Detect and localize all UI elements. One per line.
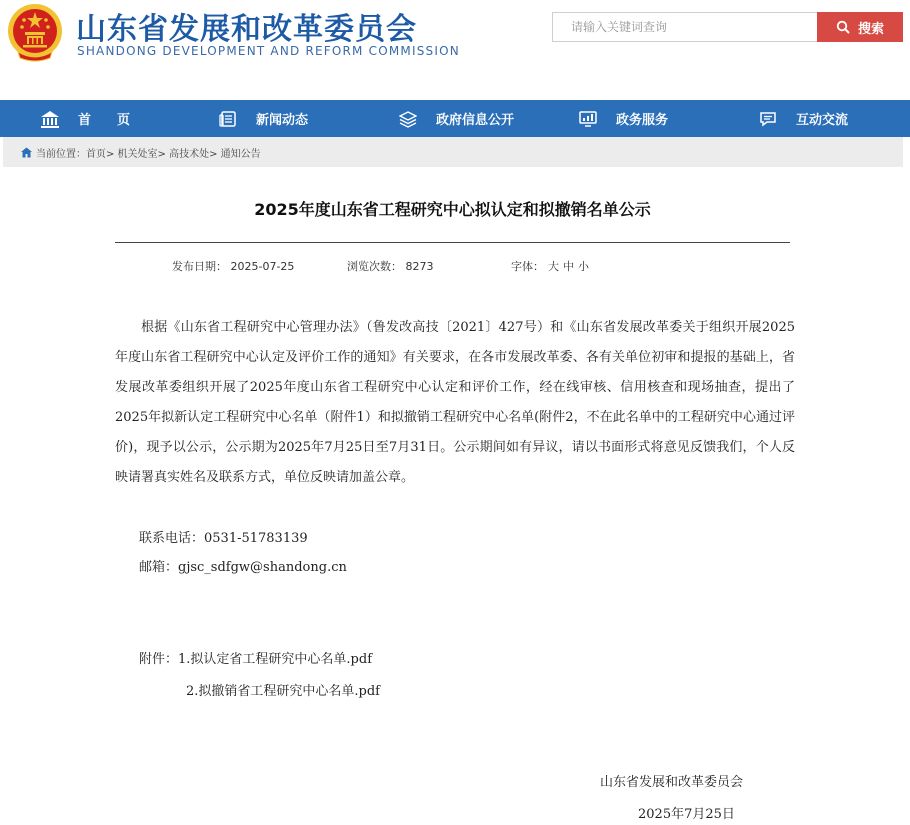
nav-item-home-label: 首页 bbox=[78, 113, 157, 128]
chat-icon bbox=[758, 109, 778, 129]
nav-item-gov-info[interactable] bbox=[360, 100, 540, 137]
attachment-link-1[interactable]: 1.拟认定省工程研究中心名单.pdf bbox=[178, 652, 373, 667]
site-title: 山东省发展和改革委员会 bbox=[76, 12, 417, 47]
nav-item-services-label: 政务服务 bbox=[616, 113, 669, 128]
contact-phone: 联系电话：0531-51783139 bbox=[139, 531, 308, 546]
news-icon bbox=[218, 109, 238, 129]
breadcrumb-prefix: 当前位置： bbox=[36, 148, 86, 160]
attachment-link-2[interactable]: 2.拟撤销省工程研究中心名单.pdf bbox=[186, 684, 380, 699]
title-divider bbox=[115, 242, 790, 243]
breadcrumb-path[interactable]: 首页> 机关处室> 高技术处> 通知公告 bbox=[86, 148, 261, 160]
font-large-button[interactable]: 大 bbox=[548, 260, 559, 273]
font-small-button[interactable]: 小 bbox=[578, 260, 589, 273]
nav-item-interaction[interactable] bbox=[720, 100, 900, 137]
article-title: 2025年度山东省工程研究中心拟认定和拟撤销名单公示 bbox=[254, 200, 651, 219]
search-icon bbox=[836, 20, 850, 34]
font-medium-button[interactable]: 中 bbox=[563, 260, 574, 273]
home-icon bbox=[40, 109, 60, 129]
layers-icon bbox=[398, 109, 418, 129]
attachments-label: 附件： bbox=[139, 652, 179, 667]
attachments bbox=[139, 648, 372, 667]
font-size-switcher bbox=[511, 258, 589, 274]
monitor-icon bbox=[578, 109, 598, 129]
home-icon bbox=[21, 147, 32, 158]
nav-item-home[interactable] bbox=[0, 100, 180, 137]
nav-item-news[interactable] bbox=[180, 100, 360, 137]
view-count-label: 浏览次数： bbox=[347, 260, 402, 273]
view-count-value: 8273 bbox=[405, 260, 434, 273]
site-subtitle: SHANDONG DEVELOPMENT AND REFORM COMMISSION bbox=[77, 44, 460, 58]
article-paragraph: 根据《山东省工程研究中心管理办法》（鲁发改高技〔2021〕427号）和《山东省发展改革委关于组织开展2025年度山东省工程研究中心认定及评价工作的通知》有关要求，在各市发展改革委、各有关单位初审和提报的基础上，省发展改革委组织开展了2025年度山东省工程研究中心认定和评价工作，经在线审核、信用核查和现场抽查，提出了2025年拟新认定工程研究中心名单（附件1）和拟撤销工程研究中心名单(附件2，不在此名单中的工程研究中心通过评价)，现予以公示，公示期为2025年7月25日至7月31日。公示期间如有异议，请以书面形式将意见反馈我们，个人反映请署真实姓名及联系方式，单位反映请加盖公章。 bbox=[115, 320, 795, 485]
nav-item-gov-info-label: 政府信息公开 bbox=[436, 113, 515, 128]
search-button[interactable] bbox=[817, 12, 903, 42]
breadcrumb bbox=[3, 137, 903, 167]
nav-item-news-label: 新闻动态 bbox=[256, 113, 309, 128]
nav-item-services[interactable] bbox=[540, 100, 720, 137]
national-emblem-icon bbox=[6, 2, 64, 64]
signature-org: 山东省发展和改革委员会 bbox=[600, 775, 744, 790]
search-input[interactable]: 请输入关键词查询 bbox=[552, 12, 818, 42]
publish-date-label: 发布日期： bbox=[172, 260, 227, 273]
nav-item-interaction-label: 互动交流 bbox=[796, 113, 849, 128]
publish-date bbox=[172, 258, 294, 274]
search-button-label: 搜索 bbox=[857, 21, 884, 37]
site-header bbox=[0, 0, 910, 100]
view-count bbox=[347, 258, 434, 274]
contact-email: 邮箱：gjsc_sdfgw@shandong.cn bbox=[139, 560, 347, 575]
font-size-label: 字体： bbox=[511, 260, 544, 273]
article-body bbox=[115, 313, 795, 493]
main-nav bbox=[0, 100, 910, 137]
publish-date-value: 2025-07-25 bbox=[230, 260, 295, 273]
signature-date: 2025年7月25日 bbox=[638, 807, 735, 822]
